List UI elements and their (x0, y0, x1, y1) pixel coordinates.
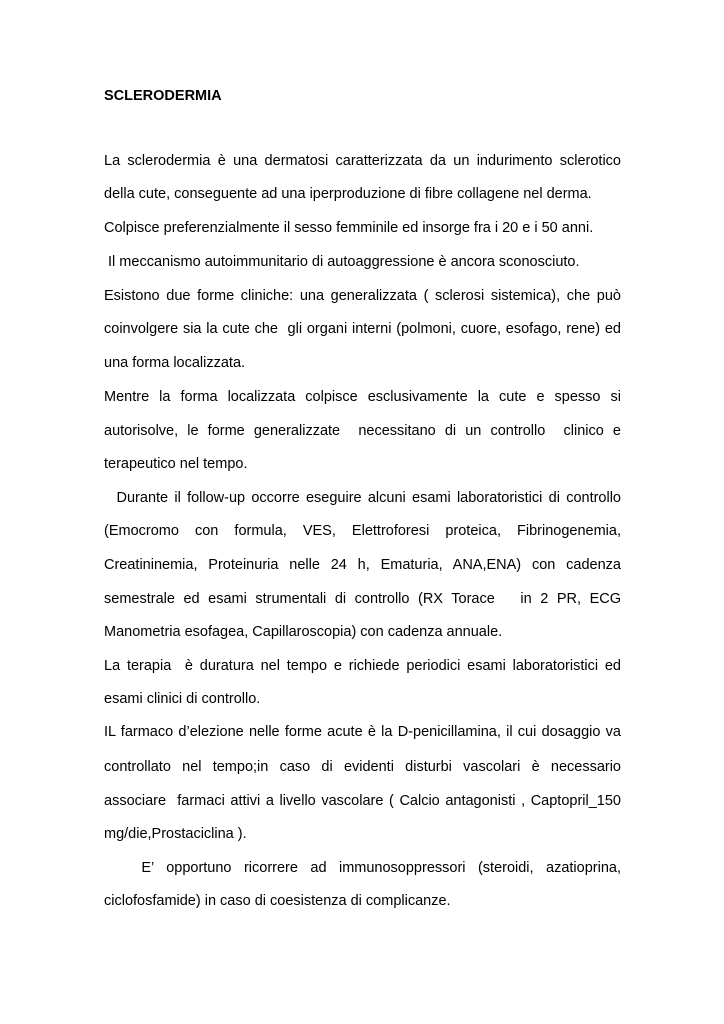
paragraph-line: semestrale ed esami strumentali di controllo (RX Torace in 2 PR, ECG (104, 591, 621, 607)
paragraph-line: Esistono due forme cliniche: una generalizzata ( sclerosi sistemica), che può (104, 288, 621, 304)
paragraph-line: controllato nel tempo;in caso di evidenti disturbi vascolari è necessario (104, 759, 621, 775)
paragraph-line: della cute, conseguente ad una iperproduzione di fibre collagene nel derma. (104, 186, 592, 202)
paragraph-line: terapeutico nel tempo. (104, 456, 248, 472)
document-title: SCLERODERMIA (104, 88, 222, 104)
paragraph-line: La sclerodermia è una dermatosi caratterizzata da un indurimento sclerotico (104, 153, 621, 169)
paragraph-line: ciclofosfamide) in caso di coesistenza di complicanze. (104, 893, 451, 909)
paragraph-line: Il meccanismo autoimmunitario di autoaggressione è ancora sconosciuto. (104, 254, 580, 270)
paragraph-line: Colpisce preferenzialmente il sesso femminile ed insorge fra i 20 e i 50 anni. (104, 220, 594, 236)
paragraph-line: associare farmaci attivi a livello vascolare ( Calcio antagonisti , Captopril_150 (104, 793, 621, 809)
paragraph-line: Mentre la forma localizzata colpisce esclusivamente la cute e spesso si (104, 389, 621, 405)
paragraph-line: Creatininemia, Proteinuria nelle 24 h, Ematuria, ANA,ENA) con cadenza (104, 557, 621, 573)
paragraph-line: Manometria esofagea, Capillaroscopia) con cadenza annuale. (104, 624, 503, 640)
paragraph-line: autorisolve, le forme generalizzate necessitano di un controllo clinico e (104, 423, 621, 439)
paragraph-line: Durante il follow-up occorre eseguire alcuni esami laboratoristici di controllo (104, 490, 621, 506)
paragraph-line: (Emocromo con formula, VES, Elettroforesi proteica, Fibrinogenemia, (104, 523, 621, 539)
paragraph-line: coinvolgere sia la cute che gli organi interni (polmoni, cuore, esofago, rene) ed (104, 321, 621, 337)
paragraph-line: IL farmaco d’elezione nelle forme acute è la D-penicillamina, il cui dosaggio va (104, 724, 621, 740)
paragraph-line: La terapia è duratura nel tempo e richiede periodici esami laboratoristici ed (104, 658, 621, 674)
paragraph-line: una forma localizzata. (104, 355, 246, 371)
paragraph-line: mg/die,Prostaciclina ). (104, 826, 247, 842)
paragraph-line: E’ opportuno ricorrere ad immunosoppressori (steroidi, azatioprina, (104, 860, 621, 876)
paragraph-line: esami clinici di controllo. (104, 691, 261, 707)
